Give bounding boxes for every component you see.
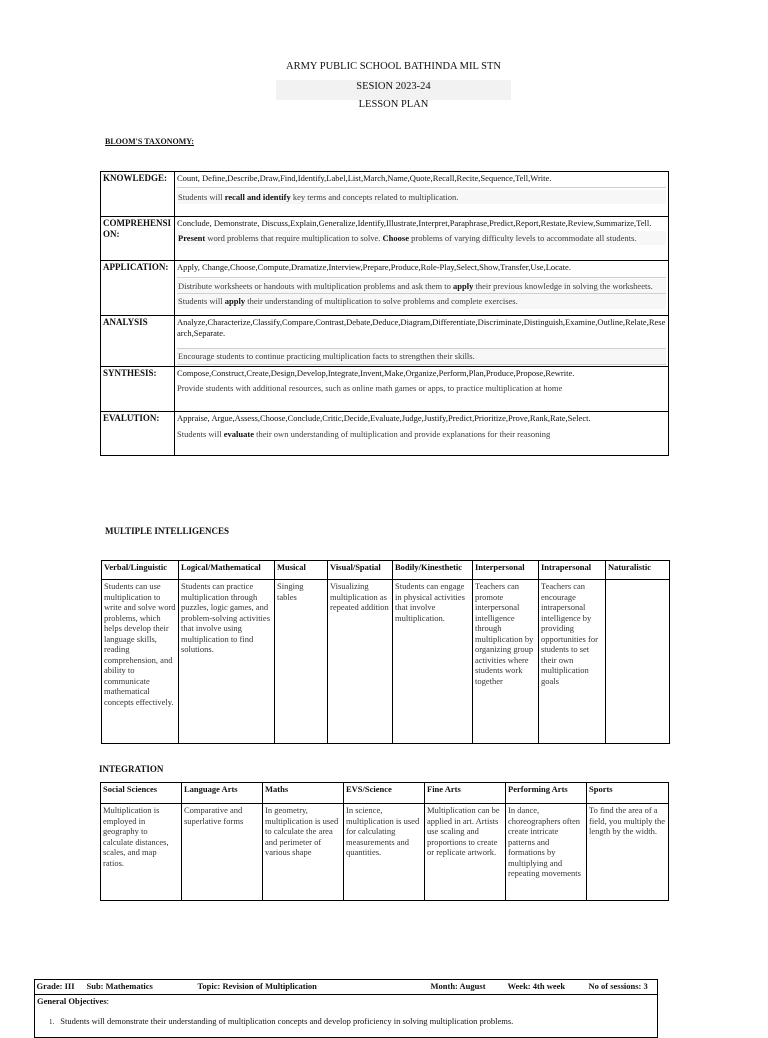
- bloom-label: COMPREHENSION:: [101, 217, 175, 261]
- bloom-verbs: Compose,Construct,Create,Design,Develop,Integrate,Invent,Make,Organize,Perform,Plan,Produce,Propose,Rewrite.: [177, 367, 575, 378]
- bloom-label: KNOWLEDGE:: [101, 172, 175, 217]
- integration-header-cell: Language Arts: [182, 783, 263, 804]
- integration-cell: Comparative and superlative forms: [182, 804, 263, 901]
- desc-bold: apply: [453, 280, 474, 291]
- session-label: SESION 2023-24: [276, 80, 511, 100]
- integration-header-cell: Maths: [263, 783, 344, 804]
- integration-heading: INTEGRATION: [99, 764, 164, 774]
- mi-header-row: [102, 561, 670, 580]
- bloom-label: SYNTHESIS:: [101, 366, 175, 411]
- bloom-row-knowledge: [101, 172, 669, 217]
- desc-text: their understanding of multiplication to solve problems and complete exercises.: [245, 296, 518, 306]
- desc-text: Distribute worksheets or handouts with multiplication problems and ask them to: [178, 280, 454, 291]
- desc-text: problems of varying difficulty levels to accommodate all students.: [408, 232, 637, 243]
- bloom-row-synthesis: [101, 366, 669, 411]
- integration-cell: In science, multiplication is used for calculating measurements and quantities.: [344, 804, 425, 901]
- desc-bold: Choose: [382, 232, 409, 243]
- mi-cell: Students can use multiplication to write and solve word problems, which helps develop their language skills, reading comprehension, and ability to communicate mathematical concepts effectively.: [102, 580, 179, 744]
- month-label: Month: August: [430, 980, 486, 991]
- subject-label: Sub: Mathematics: [86, 980, 153, 991]
- desc-text: their previous knowledge in solving the worksheets.: [473, 280, 653, 291]
- integration-cell: Multiplication can be applied in art. Artists use scaling and proportions to create or replicate artwork.: [425, 804, 506, 901]
- objective-number: 1.: [49, 1017, 55, 1026]
- desc-bold: evaluate: [223, 429, 254, 439]
- mi-header-cell: Intrapersonal: [539, 561, 606, 580]
- doc-title: LESSON PLAN: [358, 99, 429, 110]
- desc-bold: recall and identify: [224, 191, 291, 202]
- bloom-label: EVALUTION:: [101, 411, 175, 455]
- desc-text: Students will: [178, 296, 225, 306]
- objectives-colon: :: [106, 996, 110, 1006]
- bloom-row-analysis: [101, 316, 669, 367]
- bloom-verbs: Apply, Change,Choose,Compute,Dramatize,Interview,Prepare,Produce,Role-Play,Select,Show,Transfer,Use,Locate.: [177, 262, 666, 278]
- desc-text: Students will: [178, 191, 225, 202]
- objective-text: Students will demonstrate their understanding of multiplication concepts and develop proficiency in solving multiplication problems.: [60, 1015, 514, 1026]
- desc-bold: Present: [178, 232, 206, 243]
- objectives-heading: [37, 996, 655, 1007]
- mi-cell: Students can practice multiplication through puzzles, logic games, and problem-solving activities that involve using multiplication to find solutions.: [179, 580, 275, 744]
- integration-header-cell: Sports: [587, 783, 669, 804]
- bloom-description: [177, 279, 666, 295]
- mi-content-row: [102, 580, 670, 744]
- integration-header-cell: EVS/Science: [344, 783, 425, 804]
- bloom-description: Encourage students to continue practicing multiplication facts to strengthen their skills.: [177, 348, 666, 365]
- mi-cell: Teachers can promote interpersonal intelligence through multiplication by organizing group activities where students work together: [473, 580, 539, 744]
- bloom-row-comprehension: [101, 217, 669, 261]
- week-label: Week: 4th week: [507, 980, 566, 991]
- mi-header-cell: Musical: [275, 561, 328, 580]
- bloom-row-application: [101, 261, 669, 316]
- bloom-description: [177, 231, 666, 246]
- bloom-verbs: Conclude, Demonstrate, Discuss,Explain,Generalize,Identify,Illustrate,Interpret,Paraphrase,Predict,Report,Restate,Review,Summarize,Tell.: [177, 218, 652, 228]
- mi-table: [101, 560, 670, 744]
- mi-cell: Students can engage in physical activities that involve multiplication.: [393, 580, 473, 744]
- integration-header-row: [101, 783, 669, 804]
- mi-cell: Singing tables: [275, 580, 328, 744]
- desc-text: word problems that require multiplication to solve.: [205, 232, 383, 243]
- integration-cell: Multiplication is employed in geography to calculate distances, scales, and map ratios.: [101, 804, 182, 901]
- bloom-description: [177, 190, 666, 205]
- bloom-description: [177, 294, 666, 309]
- mi-header-cell: Visual/Spatial: [328, 561, 393, 580]
- mi-header-cell: Logical/Mathematical: [179, 561, 275, 580]
- plan-objectives-row: [35, 995, 658, 1038]
- mi-header-cell: Interpersonal: [473, 561, 539, 580]
- objectives-label: General Objectives: [37, 996, 107, 1006]
- objective-item: [37, 1016, 655, 1028]
- mi-header-cell: Verbal/Linguistic: [102, 561, 179, 580]
- school-name: ARMY PUBLIC SCHOOL BATHINDA MIL STN: [286, 61, 501, 72]
- desc-bold: apply: [224, 296, 246, 306]
- mi-header-cell: Naturalistic: [606, 561, 670, 580]
- mi-cell: Visualizing multiplication as repeated addition: [328, 580, 393, 744]
- bloom-verbs: Count, Define,Describe,Draw,Find,Identify,Label,List,March,Name,Quote,Recall,Recite,Sequence,Tell,Write.: [177, 173, 666, 188]
- mi-heading: MULTIPLE INTELLIGENCES: [105, 526, 229, 536]
- integration-header-cell: Performing Arts: [506, 783, 587, 804]
- bloom-label: ANALYSIS: [101, 316, 175, 367]
- mi-cell: Teachers can encourage intrapersonal intelligence by providing opportunities for students to set their own multiplication goals: [539, 580, 606, 744]
- bloom-label: APPLICATION:: [101, 261, 175, 316]
- bloom-heading: BLOOM'S TAXONOMY:: [105, 137, 194, 146]
- integration-cell: In geometry, multiplication is used to calculate the area and perimeter of various shape: [263, 804, 344, 901]
- topic-label: Topic: Revision of Multiplication: [197, 980, 317, 991]
- desc-text: Students will: [177, 429, 224, 439]
- plan-info-row: [35, 980, 658, 995]
- bloom-description: [177, 429, 666, 440]
- bloom-table: [100, 171, 669, 456]
- integration-table: [100, 782, 669, 901]
- bloom-description: Provide students with additional resources, such as online math games or apps, to practice multiplication at home: [177, 383, 563, 393]
- integration-header-cell: Social Sciences: [101, 783, 182, 804]
- sessions-label: No of sessions: 3: [588, 980, 648, 991]
- mi-header-cell: Bodily/Kinesthetic: [393, 561, 473, 580]
- integration-cell: To find the area of a field, you multiply the length by the width.: [587, 804, 669, 901]
- mi-cell: [606, 580, 670, 744]
- integration-content-row: [101, 804, 669, 901]
- desc-text: their own understanding of multiplication and provide explanations for their reasoning: [253, 429, 551, 439]
- bloom-verbs: Appraise, Argue,Assess,Choose,Conclude,Critic,Decide,Evaluate,Judge,Justify,Predict,Prioritize,Prove,Rank,Rate,Select.: [177, 412, 591, 423]
- integration-header-cell: Fine Arts: [425, 783, 506, 804]
- integration-cell: In dance, choreographers often create intricate patterns and formations by multiplying and repeating movements: [506, 804, 587, 901]
- bloom-verbs: Analyze,Characterize,Classify,Compare,Contrast,Debate,Deduce,Diagram,Differentiate,Discriminate,Distinguish,Examine,Outline,Relate,Research,Separate.: [177, 317, 666, 338]
- bloom-row-evaluation: [101, 411, 669, 455]
- grade-label: Grade: III: [36, 980, 75, 991]
- plan-table: [34, 979, 658, 1038]
- desc-text: key terms and concepts related to multiplication.: [290, 191, 459, 202]
